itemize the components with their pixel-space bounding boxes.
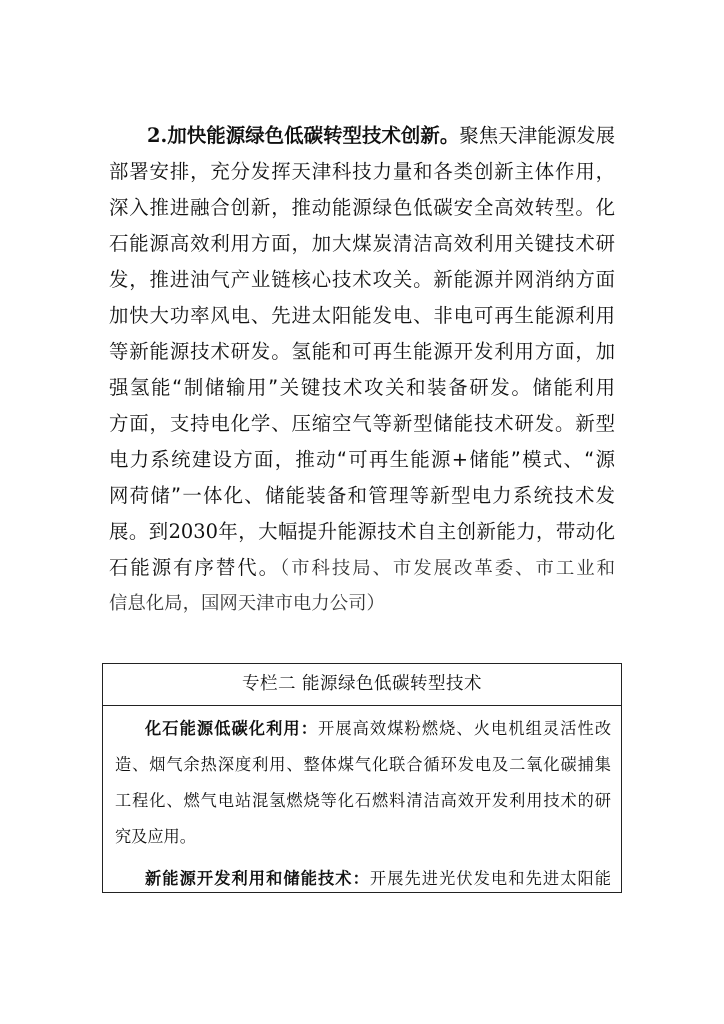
box-item-text: 开展先进光伏发电和先进太阳能 <box>369 869 611 888</box>
box-item-text: 开展高效煤粉燃烧、火电机组灵活性改 <box>318 719 612 738</box>
paragraph-line: 等新能源技术研发。氢能和可再生能源开发利用方面，加 <box>109 340 615 363</box>
box-line <box>115 861 611 893</box>
paragraph-text: 年，大幅提升能源技术自主创新能力，带动化 <box>217 520 615 543</box>
target-year: 2030 <box>168 520 218 543</box>
paragraph-text: 聚焦天津能源发展 <box>459 124 616 147</box>
paragraph-line: 电力系统建设方面，推动“可再生能源+储能”模式、“源 <box>109 448 615 471</box>
column-box-body <box>103 711 621 893</box>
box-line: 工程化、燃气电站混氢燃烧等化石燃料清洁高效开发利用技术的研 <box>115 791 611 810</box>
section-number: 2. <box>147 124 168 147</box>
box-line: 究及应用。 <box>115 827 196 846</box>
box-item-label: 化石能源低碳化利用： <box>145 719 319 738</box>
paragraph-line <box>109 514 615 550</box>
paragraph-line: 发，推进油气产业链核心技术攻关。新能源并网消纳方面 <box>109 268 615 291</box>
box-line <box>115 711 611 747</box>
paragraph-line: 石能源高效利用方面，加大煤炭清洁高效利用关键技术研 <box>109 232 615 255</box>
paragraph-line <box>109 550 615 586</box>
attribution: 信息化局，国网天津市电力公司） <box>109 593 385 614</box>
paragraph-line: 部署安排，充分发挥天津科技力量和各类创新主体作用， <box>109 160 615 183</box>
body-paragraph <box>109 118 615 622</box>
paragraph-text: 石能源有序替代。 <box>109 556 280 579</box>
paragraph-line: 方面，支持电化学、压缩空气等新型储能技术研发。新型 <box>109 412 615 435</box>
attribution: （市科技局、市发展改革委、市工业和 <box>279 558 615 579</box>
paragraph-line <box>109 118 615 154</box>
paragraph-line: 深入推进融合创新，推动能源绿色低碳安全高效转型。化 <box>109 196 615 219</box>
column-box <box>102 663 622 893</box>
paragraph-line: 加快大功率风电、先进太阳能发电、非电可再生能源利用 <box>109 304 615 327</box>
box-line: 造、烟气余热深度利用、整体煤气化联合循环发电及二氧化碳捕集 <box>115 755 611 774</box>
column-box-title: 专栏二 能源绿色低碳转型技术 <box>103 664 621 706</box>
paragraph-text: 展。到 <box>109 520 169 543</box>
paragraph-line: 强氢能“制储输用”关键技术攻关和装备研发。储能利用 <box>109 376 615 399</box>
paragraph-line: 网荷储”一体化、储能装备和管理等新型电力系统技术发 <box>109 484 615 507</box>
box-item-label: 新能源开发利用和储能技术： <box>145 869 370 888</box>
section-heading: 加快能源绿色低碳转型技术创新。 <box>167 124 460 147</box>
